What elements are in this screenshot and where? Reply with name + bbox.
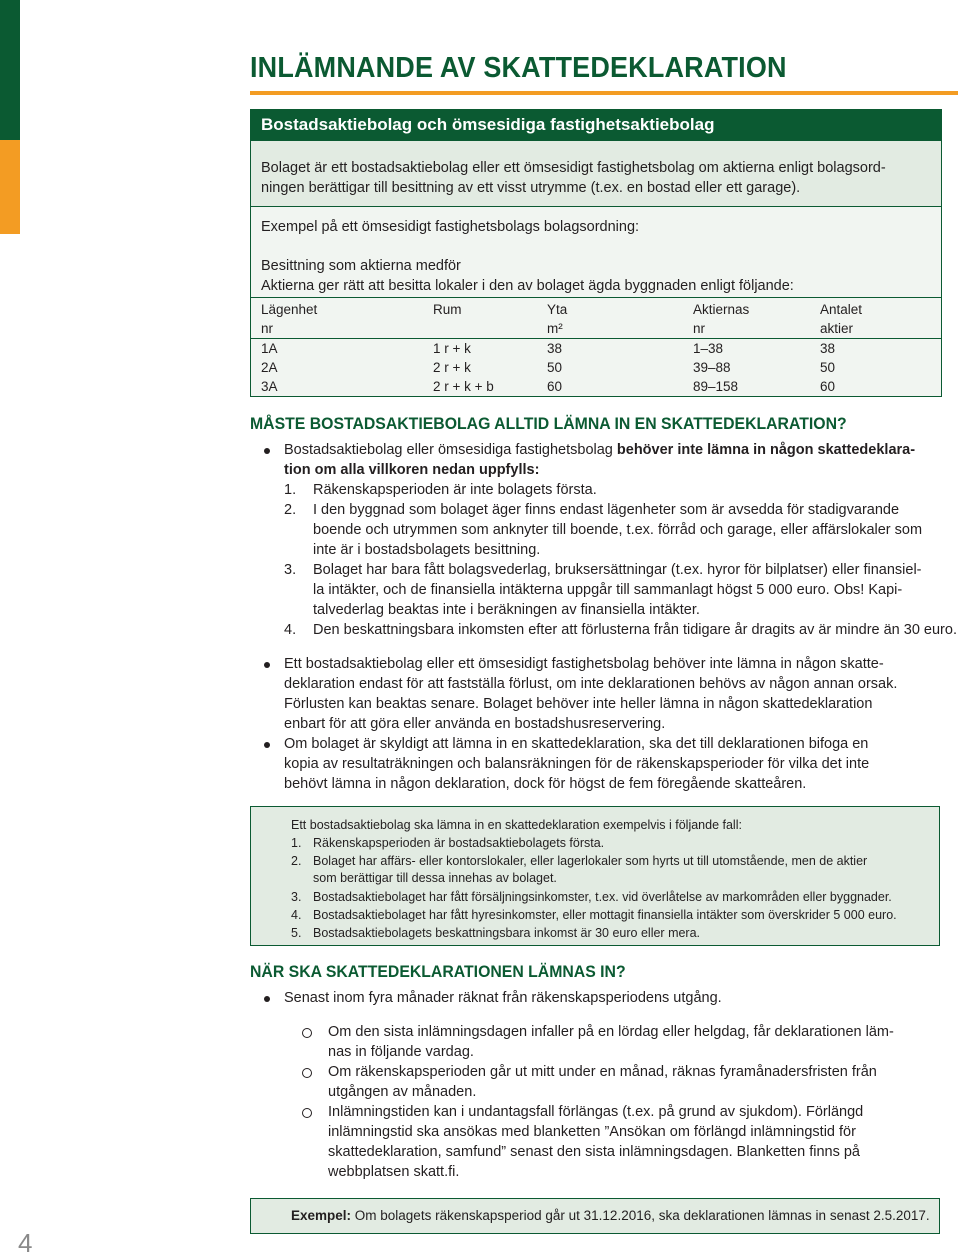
table-header-cell: Aktiernas [683, 298, 810, 320]
table-header-row [251, 319, 941, 339]
list-number: 4. [284, 622, 297, 638]
table-cell: 1–38 [683, 339, 810, 359]
bullet-text-bold: tion om alla villkoren nedan uppfylls: [284, 462, 540, 478]
table-cell: 2 r + k [433, 360, 471, 375]
table-cell: 38 [537, 339, 683, 359]
table-header-cell: Rum [423, 298, 537, 320]
bullet-line: Senast inom fyra månader räknat från räkenskapsperiodens utgång. [284, 990, 722, 1006]
list-item [284, 500, 957, 560]
list-line: Den beskattningsbara inkomsten efter att förlusterna från tidigare år dragits av är mindre än 30 euro. [313, 622, 957, 638]
list-line: Bostadsaktiebolaget har fått hyresinkomster, eller mottagit finansiella intäkter som överskrider 5 000 euro. [313, 908, 897, 922]
bullet-line: Förlusten kan beaktas senare. Bolaget behöver inte heller lämna in någon skattedeklaration [284, 696, 873, 712]
sub-bullet-line: utgången av månaden. [328, 1084, 477, 1100]
table-cell: 50 [820, 360, 836, 375]
bullet-item [284, 734, 869, 794]
example-box [250, 1198, 940, 1234]
intro-line: ningen berättigar till besittning av ett visst utrymme (t.ex. en bostad eller ett garage). [261, 180, 801, 196]
apartment-table [251, 297, 941, 396]
table-cell: 2A [261, 360, 278, 375]
sub-bullet-item [328, 1102, 863, 1182]
example-subtitle: Besittning som aktierna medför [261, 258, 461, 274]
table-cell: 89–158 [693, 379, 739, 394]
table-row [251, 358, 941, 377]
sub-bullet-line: webbplatsen skatt.fi. [328, 1164, 460, 1180]
bullet-dot-icon [264, 662, 270, 668]
table-header-cell: m² [547, 321, 563, 336]
info-box-intro: Ett bostadsaktiebolag ska lämna in en skattedeklaration exempelvis i följande fall: [291, 818, 742, 832]
sub-bullet-item [328, 1062, 877, 1102]
list-number: 2. [284, 502, 297, 518]
conditions-list [284, 480, 957, 640]
sub-bullet-line: Inlämningstiden kan i undantagsfall förlängas (t.ex. på grund av sjukdom). Förlängd [328, 1104, 864, 1120]
sub-bullet-line: skattedeklaration, samfund” senast den sista inlämningsdagen. Blanketten finns på [328, 1144, 860, 1160]
circle-bullet-icon [302, 1108, 312, 1118]
circle-bullet-icon [302, 1068, 312, 1078]
table-cell: 3A [261, 379, 278, 394]
list-line: Räkenskapsperioden är inte bolagets första. [313, 482, 597, 498]
table-cell: 1 r + k [423, 339, 537, 359]
table-header-cell: nr [693, 321, 706, 336]
list-number: 1. [284, 482, 297, 498]
list-line: Bolaget har bara fått bolagsvederlag, bruksersättningar (t.ex. hyror för bilplatser) eller finansiel- [313, 562, 922, 578]
sidebar-green-bar [0, 0, 20, 140]
bullet-item [284, 440, 915, 480]
list-item [291, 853, 867, 887]
bullet-line: Ett bostadsaktiebolag eller ett ömsesidigt fastighetsbolag behöver inte lämna in någon skatte- [284, 656, 884, 672]
title-rule [250, 91, 958, 95]
example-label: Exempel: [291, 1208, 352, 1223]
bullet-item [284, 654, 897, 734]
list-line: la intäkter, och de finansiella intäkterna uppgår till sammanlagt högst 5 000 euro. Obs! Kapi- [313, 582, 903, 598]
list-number: 2. [291, 854, 302, 868]
table-header-cell [423, 319, 537, 339]
bullet-dot-icon [264, 448, 270, 454]
table-row [251, 339, 941, 359]
info-box-intro [251, 141, 941, 206]
table-header-cell: Lägenhet [251, 298, 423, 320]
list-item [284, 480, 957, 500]
list-number: 3. [284, 562, 297, 578]
table-row [251, 377, 941, 396]
table-cell: 2 r + k + b [433, 379, 494, 394]
sub-bullet-line: inlämningstid ska ansökas med blanketten ”Ansökan om förlängd inlämningstid för [328, 1124, 856, 1140]
list-line: Bolaget har affärs- eller kontorslokaler, eller lagerlokaler som hyrts ut till utomstående, men de aktier [313, 854, 868, 868]
info-box-header: Bostadsaktiebolag och ömsesidiga fastighetsaktiebolag [251, 110, 941, 141]
example-title: Exempel på ett ömsesidigt fastighetsbolags bolagsordning: [261, 219, 640, 235]
bullet-line: kopia av resultaträkningen och balansräkningen för de räkenskapsperioder för vilka det inte [284, 756, 870, 772]
table-cell: 39–88 [693, 360, 731, 375]
intro-line: Bolaget är ett bostadsaktiebolag eller ett ömsesidigt fastighetsbolag om aktierna enligt bolagsord- [261, 160, 886, 176]
example-text: Om bolagets räkenskapsperiod går ut 31.12.2016, ska deklarationen lämnas in senast 2.5.2017. [351, 1208, 930, 1223]
sidebar-orange-bar [0, 140, 20, 234]
list-number: 5. [291, 926, 302, 940]
table-cell: 38 [810, 339, 941, 359]
section-heading-when-to-file: NÄR SKA SKATTEDEKLARATIONEN LÄMNAS IN? [250, 962, 626, 981]
bullet-line: deklaration endast för att fastställa förlust, om inte deklarationen behövs av någon annan orsak. [284, 676, 898, 692]
info-box-housing-companies [250, 109, 942, 397]
info-box-filing-cases [250, 806, 940, 946]
table-cell: 60 [547, 379, 563, 394]
section-heading-must-file: MÅSTE BOSTADSAKTIEBOLAG ALLTID LÄMNA IN EN SKATTEDEKLARATION? [250, 414, 847, 433]
sub-bullet-line: Om räkenskapsperioden går ut mitt under en månad, räknas fyramånadersfristen från [328, 1064, 877, 1080]
list-item [291, 835, 604, 852]
list-item [291, 907, 897, 924]
table-header-row [251, 298, 941, 320]
table-header-cell: Antalet [810, 298, 941, 320]
list-line: talvederlag beaktas inte i beräkningen av finansiella intäkter. [313, 602, 700, 618]
table-cell: 1A [251, 339, 423, 359]
list-line: inte är i bostadsbolagets besittning. [313, 542, 541, 558]
list-item [284, 620, 957, 640]
bullet-text-bold: behöver inte lämna in någon skattedeklara- [616, 442, 916, 458]
list-item [284, 560, 957, 620]
bullet-line: behövt lämna in någon deklaration, dock för högst de fem föregående skatteåren. [284, 776, 807, 792]
list-number: 1. [291, 836, 302, 850]
list-number: 3. [291, 890, 302, 904]
bullet-item [284, 988, 722, 1008]
table-cell: 60 [820, 379, 836, 394]
bullet-dot-icon [264, 742, 270, 748]
example-line [291, 1208, 930, 1223]
bullet-text: Bostadsaktiebolag eller ömsesidiga fastighetsbolag [284, 442, 617, 458]
table-header-cell: Yta [537, 298, 683, 320]
example-text: Aktierna ger rätt att besitta lokaler i den av bolaget ägda byggnaden enligt följande: [261, 278, 794, 294]
example-section [251, 206, 941, 297]
list-line: boende och utrymmen som anknyter till boende, t.ex. förråd och garage, eller affärslokaler som [313, 522, 923, 538]
sub-bullet-line: Om den sista inlämningsdagen infaller på en lördag eller helgdag, får deklarationen läm- [328, 1024, 894, 1040]
circle-bullet-icon [302, 1028, 312, 1038]
sub-bullet-line: nas in följande vardag. [328, 1044, 474, 1060]
list-line: Räkenskapsperioden är bostadsaktiebolagets första. [313, 836, 605, 850]
sub-bullet-item [328, 1022, 920, 1062]
list-item [291, 925, 700, 942]
bullet-dot-icon [264, 996, 270, 1002]
list-number: 4. [291, 908, 302, 922]
bullet-line: enbart för att göra eller använda en bostadshusreservering. [284, 716, 666, 732]
list-item [291, 889, 892, 906]
bullet-line: Om bolaget är skyldigt att lämna in en skattedeklaration, ska det till deklarationen bifoga en [284, 736, 869, 752]
page-number: 4 [18, 1228, 33, 1258]
table-header-cell: aktier [820, 321, 854, 336]
table-header-cell: nr [261, 321, 274, 336]
page-title: INLÄMNANDE AV SKATTEDEKLARATION [250, 52, 787, 84]
list-line: som berättigar till dessa innehas av bolaget. [313, 871, 557, 885]
list-line: Bostadsaktiebolagets beskattningsbara inkomst är 30 euro eller mera. [313, 926, 701, 940]
list-line: Bostadsaktiebolaget har fått försäljningsinkomster, t.ex. vid överlåtelse av markområden eller byggnader. [313, 890, 892, 904]
list-line: I den byggnad som bolaget äger finns endast lägenheter som är avsedda för stadigvarande [313, 502, 900, 518]
table-cell: 50 [547, 360, 563, 375]
